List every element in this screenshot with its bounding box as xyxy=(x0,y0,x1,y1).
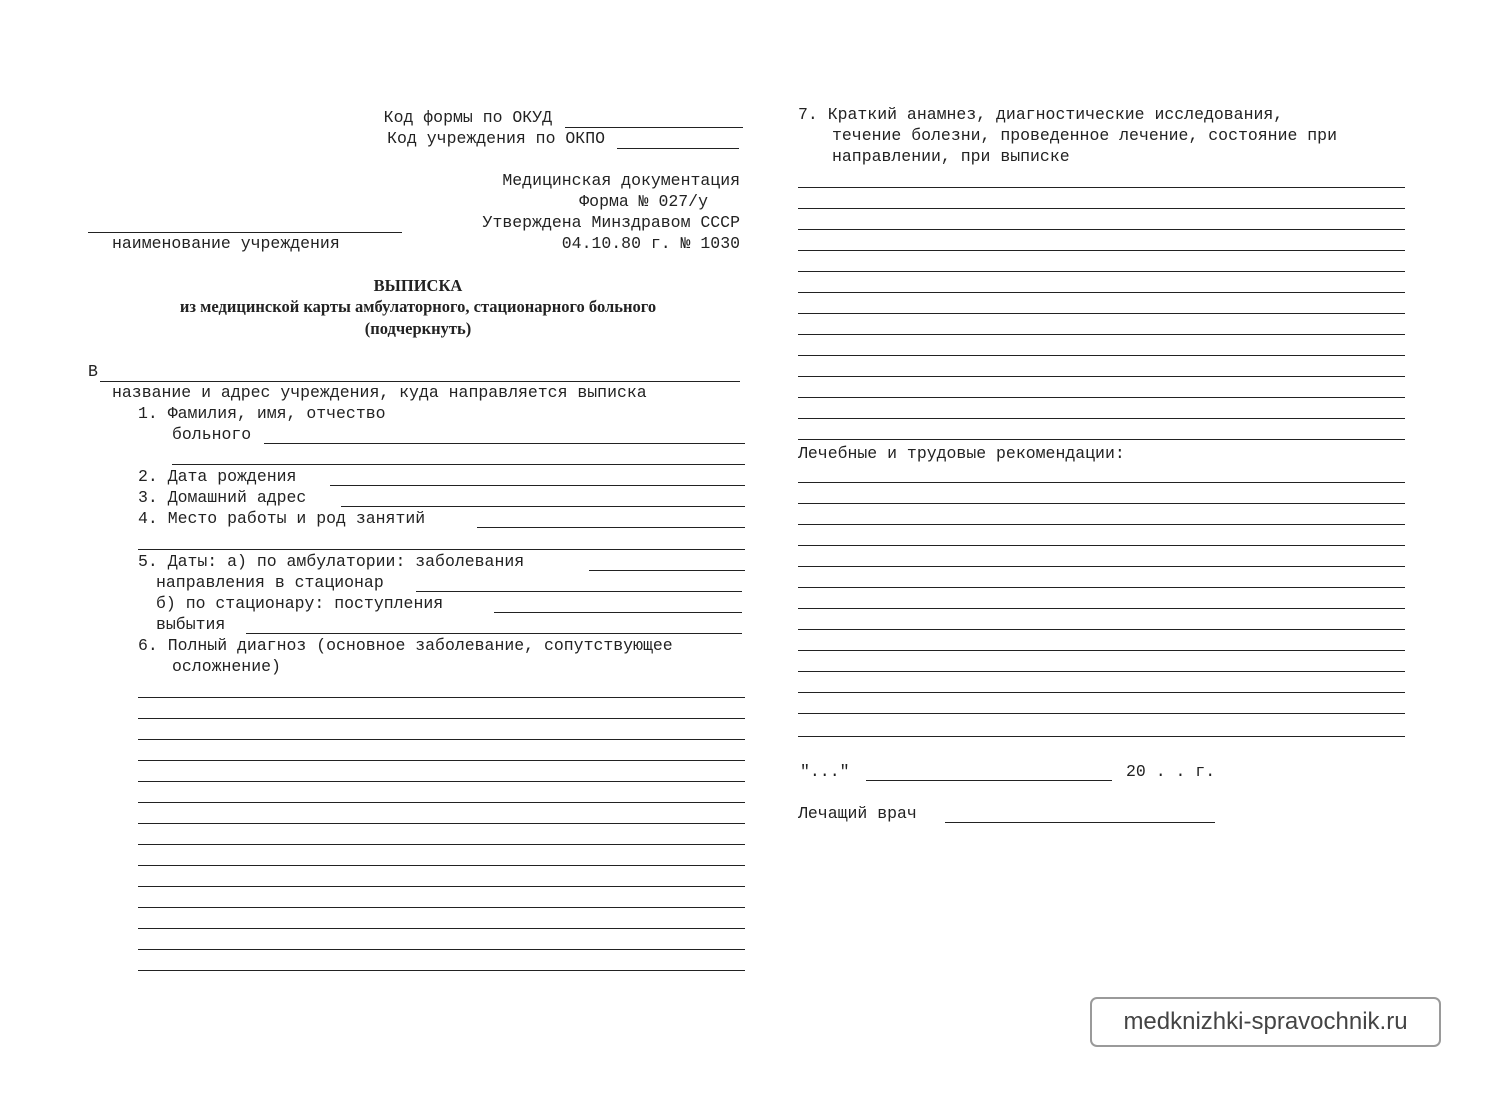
okpo-label: Код учреждения по ОКПО xyxy=(387,129,605,148)
diagnosis-line[interactable] xyxy=(138,823,745,824)
doctor-label: Лечащий врач xyxy=(798,804,917,823)
watermark-text: medknizhki-spravochnik.ru xyxy=(1123,1008,1408,1035)
date-day-quote: "..." xyxy=(800,762,850,781)
diagnosis-line[interactable] xyxy=(138,970,745,971)
institution-caption: наименование учреждения xyxy=(112,234,340,253)
diagnosis-line[interactable] xyxy=(138,949,745,950)
recommendations-line[interactable] xyxy=(798,566,1405,567)
diagnosis-line[interactable] xyxy=(138,802,745,803)
field-2-line[interactable] xyxy=(330,485,745,486)
field-5-discharge-label: выбытия xyxy=(156,615,226,634)
recommendations-line[interactable] xyxy=(798,671,1405,672)
field-1-line[interactable] xyxy=(264,443,745,444)
approved-date: 04.10.80 г. № 1030 xyxy=(561,234,740,253)
recommendations-line[interactable] xyxy=(798,503,1405,504)
anamnesis-line[interactable] xyxy=(798,376,1405,377)
document-title-note: (подчеркнуть) xyxy=(364,319,472,338)
section-7-label-cont: течение болезни, проведенное лечение, состояние при xyxy=(832,126,1337,145)
diagnosis-line[interactable] xyxy=(138,781,745,782)
field-4-line[interactable] xyxy=(477,527,745,528)
field-3-line[interactable] xyxy=(341,506,745,507)
med-docs-label: Медицинская документация xyxy=(502,171,740,190)
diagnosis-line[interactable] xyxy=(138,886,745,887)
diagnosis-line[interactable] xyxy=(138,844,745,845)
anamnesis-line[interactable] xyxy=(798,355,1405,356)
anamnesis-line[interactable] xyxy=(798,418,1405,419)
diagnosis-line[interactable] xyxy=(138,865,745,866)
anamnesis-line[interactable] xyxy=(798,397,1405,398)
date-month-line[interactable] xyxy=(866,780,1112,781)
field-5-label: 5. Даты: а) по амбулатории: заболевания xyxy=(138,552,525,571)
diagnosis-line[interactable] xyxy=(138,907,745,908)
section-7-label: 7. Краткий анамнез, диагностические исследования, xyxy=(798,105,1284,124)
recommendations-line[interactable] xyxy=(798,608,1405,609)
field-4-label: 4. Место работы и род занятий xyxy=(138,509,426,528)
diagnosis-line[interactable] xyxy=(138,760,745,761)
diagnosis-line[interactable] xyxy=(138,739,745,740)
anamnesis-line[interactable] xyxy=(798,313,1405,314)
diagnosis-line[interactable] xyxy=(138,718,745,719)
field-5b-label: б) по стационару: поступления xyxy=(156,594,444,613)
field-2-label: 2. Дата рождения xyxy=(138,467,297,486)
field-1-line-2[interactable] xyxy=(172,464,745,465)
anamnesis-line[interactable] xyxy=(798,439,1405,440)
recipient-caption: название и адрес учреждения, куда направляется выписка xyxy=(112,383,647,402)
watermark-badge xyxy=(1090,997,1441,1047)
okud-field-line[interactable] xyxy=(565,127,743,128)
field-5a-line[interactable] xyxy=(589,570,745,571)
anamnesis-line[interactable] xyxy=(798,229,1405,230)
recipient-line[interactable] xyxy=(100,381,740,382)
recommendations-line[interactable] xyxy=(798,629,1405,630)
date-year: 20 . . г. xyxy=(1126,762,1216,781)
field-5-referral-line[interactable] xyxy=(416,591,742,592)
field-5b-line[interactable] xyxy=(494,612,742,613)
recommendations-line[interactable] xyxy=(798,736,1405,737)
field-3-label: 3. Домашний адрес xyxy=(138,488,307,507)
recommendations-line[interactable] xyxy=(798,482,1405,483)
field-4-line-2[interactable] xyxy=(138,549,745,550)
document-subtitle: из медицинской карты амбулаторного, стационарного больного xyxy=(179,297,657,316)
anamnesis-line[interactable] xyxy=(798,292,1405,293)
anamnesis-line[interactable] xyxy=(798,271,1405,272)
anamnesis-line[interactable] xyxy=(798,334,1405,335)
okpo-field-line[interactable] xyxy=(617,148,739,149)
field-5-discharge-line[interactable] xyxy=(246,633,742,634)
document-title: ВЫПИСКА xyxy=(373,276,463,295)
recommendations-line[interactable] xyxy=(798,650,1405,651)
recipient-prefix: В xyxy=(88,362,98,381)
diagnosis-line[interactable] xyxy=(138,697,745,698)
recommendations-line[interactable] xyxy=(798,587,1405,588)
okud-label: Код формы по ОКУД xyxy=(383,108,552,127)
doctor-signature-line[interactable] xyxy=(945,822,1215,823)
form-number: Форма № 027/у xyxy=(579,192,708,211)
anamnesis-line[interactable] xyxy=(798,250,1405,251)
recommendations-line[interactable] xyxy=(798,524,1405,525)
recommendations-line[interactable] xyxy=(798,692,1405,693)
anamnesis-line[interactable] xyxy=(798,187,1405,188)
field-6-label: 6. Полный диагноз (основное заболевание, сопутствующее xyxy=(138,636,673,655)
anamnesis-line[interactable] xyxy=(798,208,1405,209)
institution-name-line[interactable] xyxy=(88,232,402,233)
field-6-label-cont: осложнение) xyxy=(172,657,281,676)
recommendations-line[interactable] xyxy=(798,545,1405,546)
diagnosis-line[interactable] xyxy=(138,928,745,929)
recommendations-line[interactable] xyxy=(798,713,1405,714)
approved-by: Утверждена Минздравом СССР xyxy=(482,213,740,232)
section-7-label-cont: направлении, при выписке xyxy=(832,147,1070,166)
field-5-referral-label: направления в стационар xyxy=(156,573,384,592)
field-1-label-cont: больного xyxy=(172,425,252,444)
field-1-label: 1. Фамилия, имя, отчество xyxy=(138,404,386,423)
recommendations-label: Лечебные и трудовые рекомендации: xyxy=(798,444,1125,463)
